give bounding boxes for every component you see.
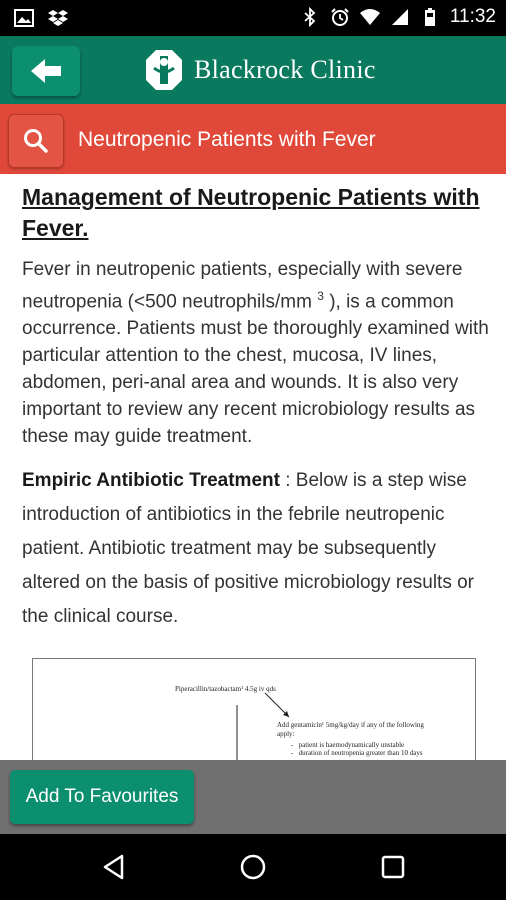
battery-icon [420,7,440,27]
flowchart-note-line2: apply: [277,730,295,738]
clock: 11:32 [449,6,496,27]
treatment-flowchart-image [32,658,476,770]
back-triangle-icon[interactable] [100,852,130,882]
article-heading: Management of Neutropenic Patients with Fever. [22,184,480,241]
app-header [0,36,506,104]
clinic-logo-icon [144,48,184,92]
image-icon [14,8,34,28]
topic-bar [0,104,506,174]
action-bar [0,760,506,834]
alarm-icon [330,7,350,27]
flowchart-bullet-2: - duration of neutropenia greater than 10 days [291,749,423,757]
arrow-left-icon [29,57,63,85]
app-title: Blackrock Clinic [194,55,376,84]
flowchart-note-line1: Add gentamicin¹ 5mg/kg/day if any of the following [277,721,424,729]
treatment-text: : Below is a step wise introduction of antibiotics in the febrile neutropenic patient. Antibiotic treatment may be subsequently altered on the basis of positive microbiology results or the clinical course. [22,470,475,628]
article-body [22,182,490,634]
wifi-icon [360,7,380,27]
system-nav-bar [0,834,506,900]
flowchart-first-line: Piperacillin/tazobactam¹ 4.5g iv qds [175,685,276,693]
treatment-paragraph [22,464,490,634]
topic-title: Neutropenic Patients with Fever [78,128,376,151]
brand [144,48,376,92]
status-bar [0,0,506,36]
intro-text-part1: Fever in neutropenic patients, especially with severe neutropenia (<500 neutrophils/mm [22,259,463,313]
signal-icon [390,7,410,27]
treatment-label: Empiric Antibiotic Treatment [22,470,280,492]
flowchart-bullet-1: - patient is haemodynamically unstable [291,741,405,749]
intro-superscript: 3 [317,289,324,303]
search-button[interactable] [8,114,64,168]
search-icon [23,128,49,154]
flowchart-bullet-2-text: duration of neutropenia greater than 10 days [298,749,423,757]
intro-paragraph [22,256,490,450]
recents-square-icon[interactable] [378,852,408,882]
intro-text-part2: ), is a common occurrence. Patients must be thoroughly examined with particular attention to the chest, mucosa, IV lines, abdomen, peri-anal area and wounds. It is also very important to review any recent microbiology results as these may guide treatment. [22,291,489,448]
flowchart-bullet-1-text: patient is haemodynamically unstable [298,741,405,749]
back-button[interactable] [12,46,80,96]
dropbox-icon [48,8,68,28]
home-circle-icon[interactable] [238,852,268,882]
bluetooth-icon [300,7,320,27]
add-to-favourites-button[interactable]: Add To Favourites [10,770,194,824]
